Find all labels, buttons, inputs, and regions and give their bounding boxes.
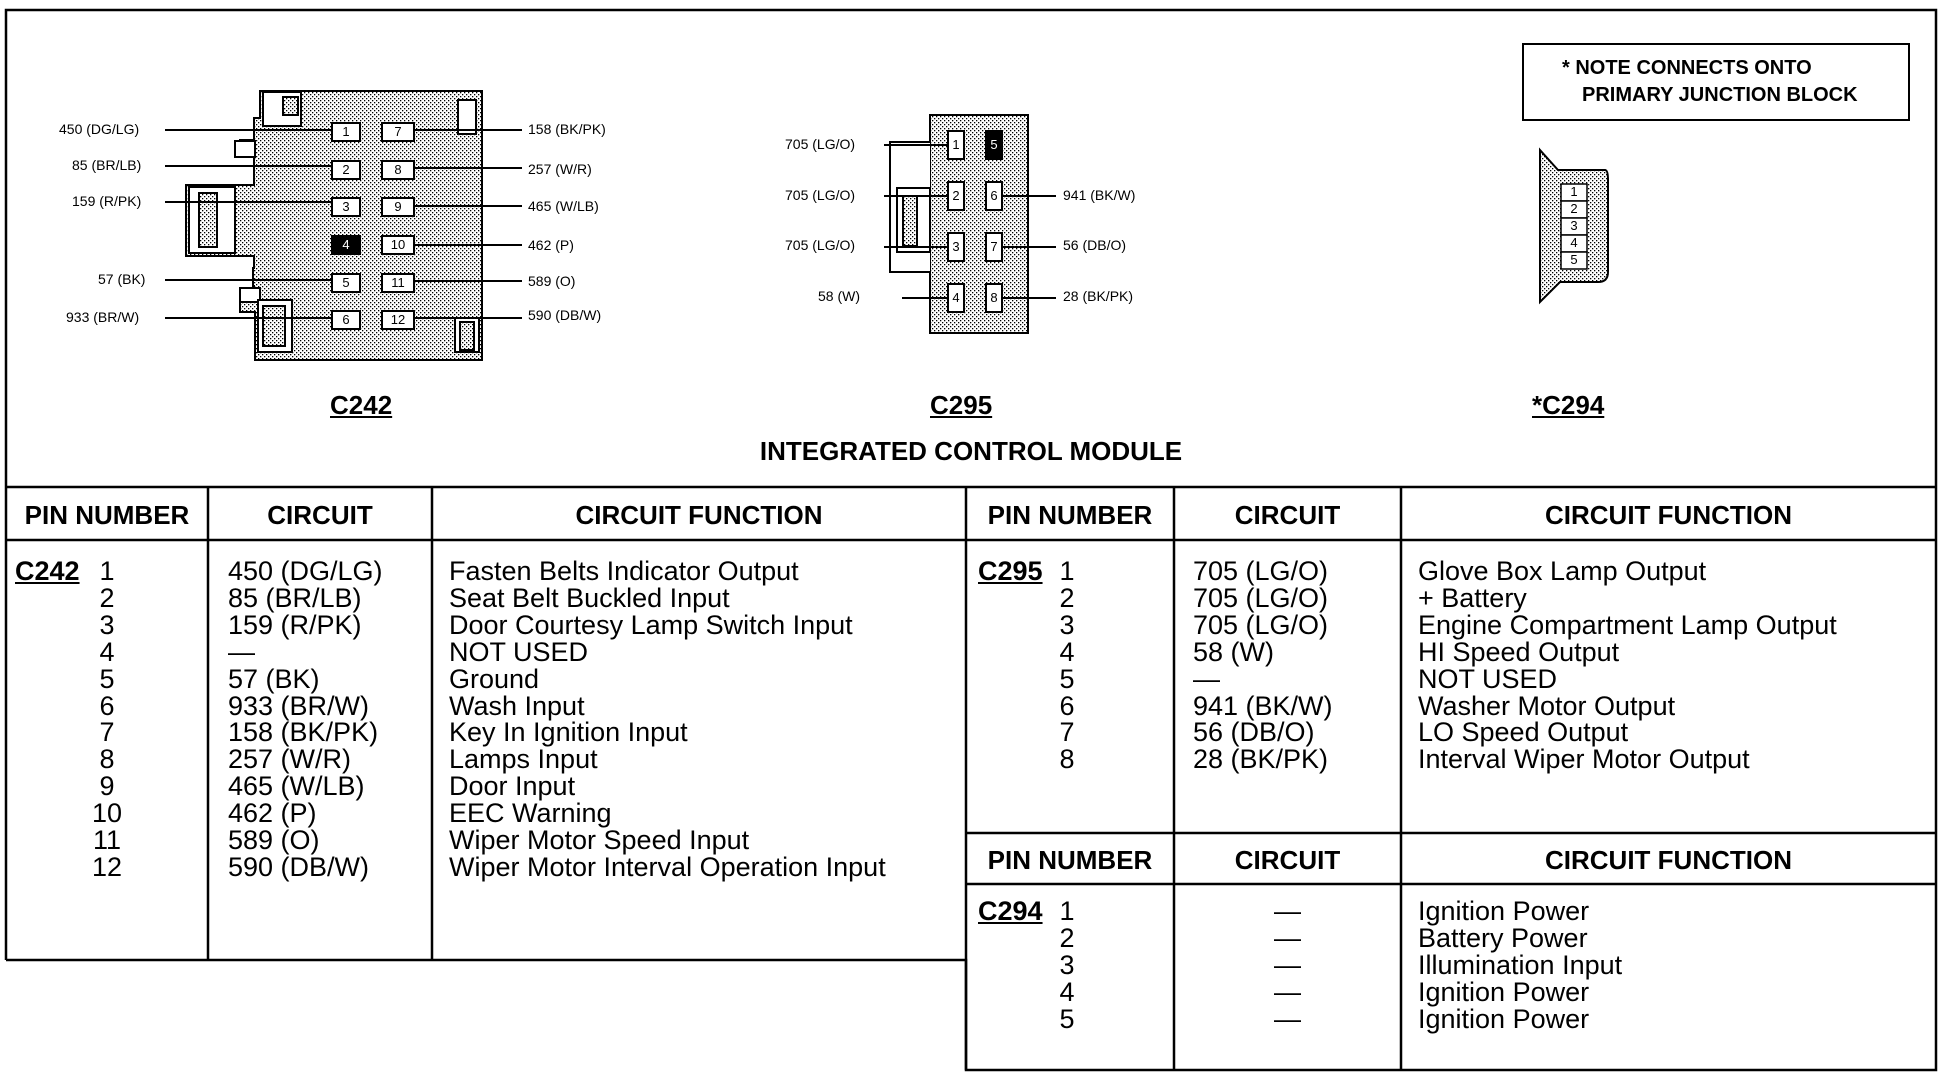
pin-number: 10 — [390, 237, 406, 252]
pin-cell: 2 — [99, 582, 115, 613]
pin-number: 4 — [952, 290, 960, 305]
function-cell: + Battery — [1418, 582, 1527, 613]
function-cell: Ignition Power — [1418, 896, 1590, 926]
pin-cell: 12 — [91, 851, 123, 882]
circuit-cell: 158 (BK/PK) — [228, 717, 379, 748]
function-cell: Illumination Input — [1418, 949, 1623, 980]
function-cell: Wiper Motor Speed Input — [449, 825, 750, 855]
function-cell: HI Speed Output — [1418, 636, 1620, 667]
pin-number: 11 — [391, 275, 405, 290]
wire-label: 941 (BK/W) — [1063, 187, 1136, 203]
header-circuit: CIRCUIT — [1234, 845, 1341, 875]
pin-cell: 5 — [1059, 663, 1075, 694]
pin-cell: 2 — [1059, 922, 1075, 953]
circuit-cell: 159 (R/PK) — [228, 609, 362, 640]
function-cell: EEC Warning — [449, 798, 612, 829]
pin-number: 2 — [1570, 201, 1578, 216]
pin-number: 3 — [1570, 218, 1578, 233]
header-pin-number: PIN NUMBER — [987, 500, 1153, 530]
function-cell: Door Input — [449, 771, 576, 802]
function-cell: NOT USED — [1418, 663, 1558, 694]
pin-cell: 8 — [1059, 744, 1075, 775]
circuit-cell: 85 (BR/LB) — [228, 582, 362, 613]
pin-cell: 10 — [91, 798, 123, 829]
c294-connector-label: *C294 — [1532, 390, 1605, 420]
header-circuit-function: CIRCUIT FUNCTION — [575, 500, 823, 530]
pin-cell: 1 — [1059, 896, 1075, 926]
circuit-cell: 58 (W) — [1193, 636, 1274, 667]
pin-number: 3 — [342, 199, 350, 214]
wire-label: 56 (DB/O) — [1063, 237, 1127, 253]
table-connector-code: C242 — [15, 556, 80, 586]
wire-label: 462 (P) — [528, 237, 574, 253]
circuit-cell: — — [1274, 922, 1301, 953]
wire-label: 450 (DG/LG) — [59, 121, 140, 137]
pin-number: 6 — [990, 188, 998, 203]
pin-number: 8 — [990, 290, 998, 305]
wire-label: 85 (BR/LB) — [72, 157, 142, 173]
function-cell: NOT USED — [449, 636, 589, 667]
circuit-cell: 590 (DB/W) — [228, 851, 370, 882]
pin-cell: 6 — [1059, 690, 1075, 721]
function-cell: Battery Power — [1418, 922, 1588, 953]
function-cell: LO Speed Output — [1418, 717, 1629, 748]
pin-number: 12 — [390, 312, 406, 327]
c242-connector-label: C242 — [330, 390, 393, 420]
function-cell: Ignition Power — [1418, 976, 1590, 1007]
function-cell: Seat Belt Buckled Input — [449, 582, 730, 613]
circuit-cell: 465 (W/LB) — [228, 771, 365, 802]
pin-cell: 4 — [1059, 976, 1075, 1007]
pin-cell: 11 — [92, 825, 122, 855]
pin-cell: 5 — [99, 663, 115, 694]
circuit-cell: 705 (LG/O) — [1193, 582, 1329, 613]
header-circuit: CIRCUIT — [1234, 500, 1341, 530]
header-pin-number: PIN NUMBER — [24, 500, 190, 530]
circuit-cell: — — [1274, 976, 1301, 1007]
circuit-cell: — — [1193, 663, 1220, 694]
c295-connector-label: C295 — [930, 390, 993, 420]
pin-number: 2 — [952, 188, 960, 203]
pin-number: 7 — [394, 124, 402, 139]
wire-label: 933 (BR/W) — [66, 309, 140, 325]
wire-label: 705 (LG/O) — [785, 136, 856, 152]
pin-number: 4 — [1570, 235, 1578, 250]
wire-label: 705 (LG/O) — [785, 237, 856, 253]
circuit-cell: — — [1274, 896, 1301, 926]
note-text — [1562, 55, 1858, 109]
wire-label: 158 (BK/PK) — [528, 121, 606, 137]
pin-cell: 3 — [99, 609, 115, 640]
pin-number: 5 — [1570, 252, 1578, 267]
circuit-cell: 941 (BK/W) — [1193, 690, 1333, 721]
circuit-cell: 28 (BK/PK) — [1193, 744, 1329, 775]
circuit-cell: 705 (LG/O) — [1193, 609, 1329, 640]
pin-number: 3 — [952, 239, 960, 254]
circuit-cell: — — [1274, 949, 1301, 980]
function-cell: Fasten Belts Indicator Output — [449, 556, 799, 586]
circuit-cell: 933 (BR/W) — [228, 690, 370, 721]
wire-label: 257 (W/R) — [528, 161, 592, 177]
pin-number: 4 — [342, 237, 350, 252]
wire-label: 28 (BK/PK) — [1063, 288, 1134, 304]
diagram-title: INTEGRATED CONTROL MODULE — [759, 436, 1183, 466]
function-cell: Interval Wiper Motor Output — [1418, 744, 1750, 775]
pin-cell: 8 — [99, 744, 115, 775]
header-pin-number: PIN NUMBER — [987, 845, 1153, 875]
function-cell: Wiper Motor Interval Operation Input — [449, 851, 886, 882]
function-cell: Door Courtesy Lamp Switch Input — [449, 609, 853, 640]
pin-number: 8 — [394, 162, 402, 177]
pin-cell: 4 — [99, 636, 115, 667]
pin-number: 5 — [342, 275, 350, 290]
function-cell: Glove Box Lamp Output — [1418, 556, 1707, 586]
note-line: * NOTE CONNECTS ONTO — [1562, 57, 1812, 79]
wire-label: 57 (BK) — [98, 271, 146, 287]
circuit-cell: 56 (DB/O) — [1193, 717, 1315, 748]
pin-cell: 9 — [99, 771, 115, 802]
table-connector-code: C295 — [978, 556, 1043, 586]
header-circuit-function: CIRCUIT FUNCTION — [1545, 500, 1792, 530]
pin-number: 2 — [342, 162, 350, 177]
pin-cell: 1 — [1059, 556, 1075, 586]
circuit-cell: 462 (P) — [228, 798, 317, 829]
function-cell: Washer Motor Output — [1418, 690, 1676, 721]
pin-cell: 1 — [99, 556, 115, 586]
wire-label: 58 (W) — [818, 288, 860, 304]
pin-cell: 3 — [1059, 949, 1075, 980]
header-circuit: CIRCUIT — [267, 500, 373, 530]
circuit-cell: 57 (BK) — [228, 663, 320, 694]
pin-cell: 2 — [1059, 582, 1075, 613]
function-cell: Ground — [449, 663, 540, 694]
pin-number: 6 — [342, 312, 350, 327]
circuit-cell: 257 (W/R) — [228, 744, 352, 775]
pin-number: 5 — [990, 137, 998, 152]
wire-label: 159 (R/PK) — [72, 193, 142, 209]
note-line: PRIMARY JUNCTION BLOCK — [1582, 84, 1858, 106]
wire-label: 705 (LG/O) — [785, 187, 856, 203]
function-cell: Wash Input — [449, 690, 585, 721]
pin-cell: 4 — [1059, 636, 1075, 667]
pin-number: 9 — [394, 199, 402, 214]
function-cell: Key In Ignition Input — [449, 717, 688, 748]
pin-number: 1 — [952, 137, 960, 152]
header-circuit-function: CIRCUIT FUNCTION — [1545, 845, 1792, 875]
pin-cell: 7 — [1059, 717, 1075, 748]
circuit-cell: — — [1274, 1003, 1301, 1034]
pin-cell: 5 — [1059, 1003, 1075, 1034]
circuit-cell: 450 (DG/LG) — [228, 556, 383, 586]
function-cell: Engine Compartment Lamp Output — [1418, 609, 1837, 640]
pin-number: 1 — [342, 124, 350, 139]
pin-cell: 3 — [1059, 609, 1075, 640]
circuit-cell: 705 (LG/O) — [1193, 556, 1329, 586]
circuit-cell: 589 (O) — [228, 825, 320, 855]
function-cell: Ignition Power — [1418, 1003, 1590, 1034]
circuit-cell: — — [228, 636, 255, 667]
wire-label: 465 (W/LB) — [528, 198, 599, 214]
pin-cell: 6 — [99, 690, 115, 721]
wire-label: 589 (O) — [528, 273, 576, 289]
pin-number: 1 — [1570, 184, 1578, 199]
pin-number: 7 — [990, 239, 998, 254]
function-cell: Lamps Input — [449, 744, 598, 775]
wire-label: 590 (DB/W) — [528, 307, 602, 323]
pin-cell: 7 — [99, 717, 115, 748]
table-connector-code: C294 — [978, 896, 1043, 926]
